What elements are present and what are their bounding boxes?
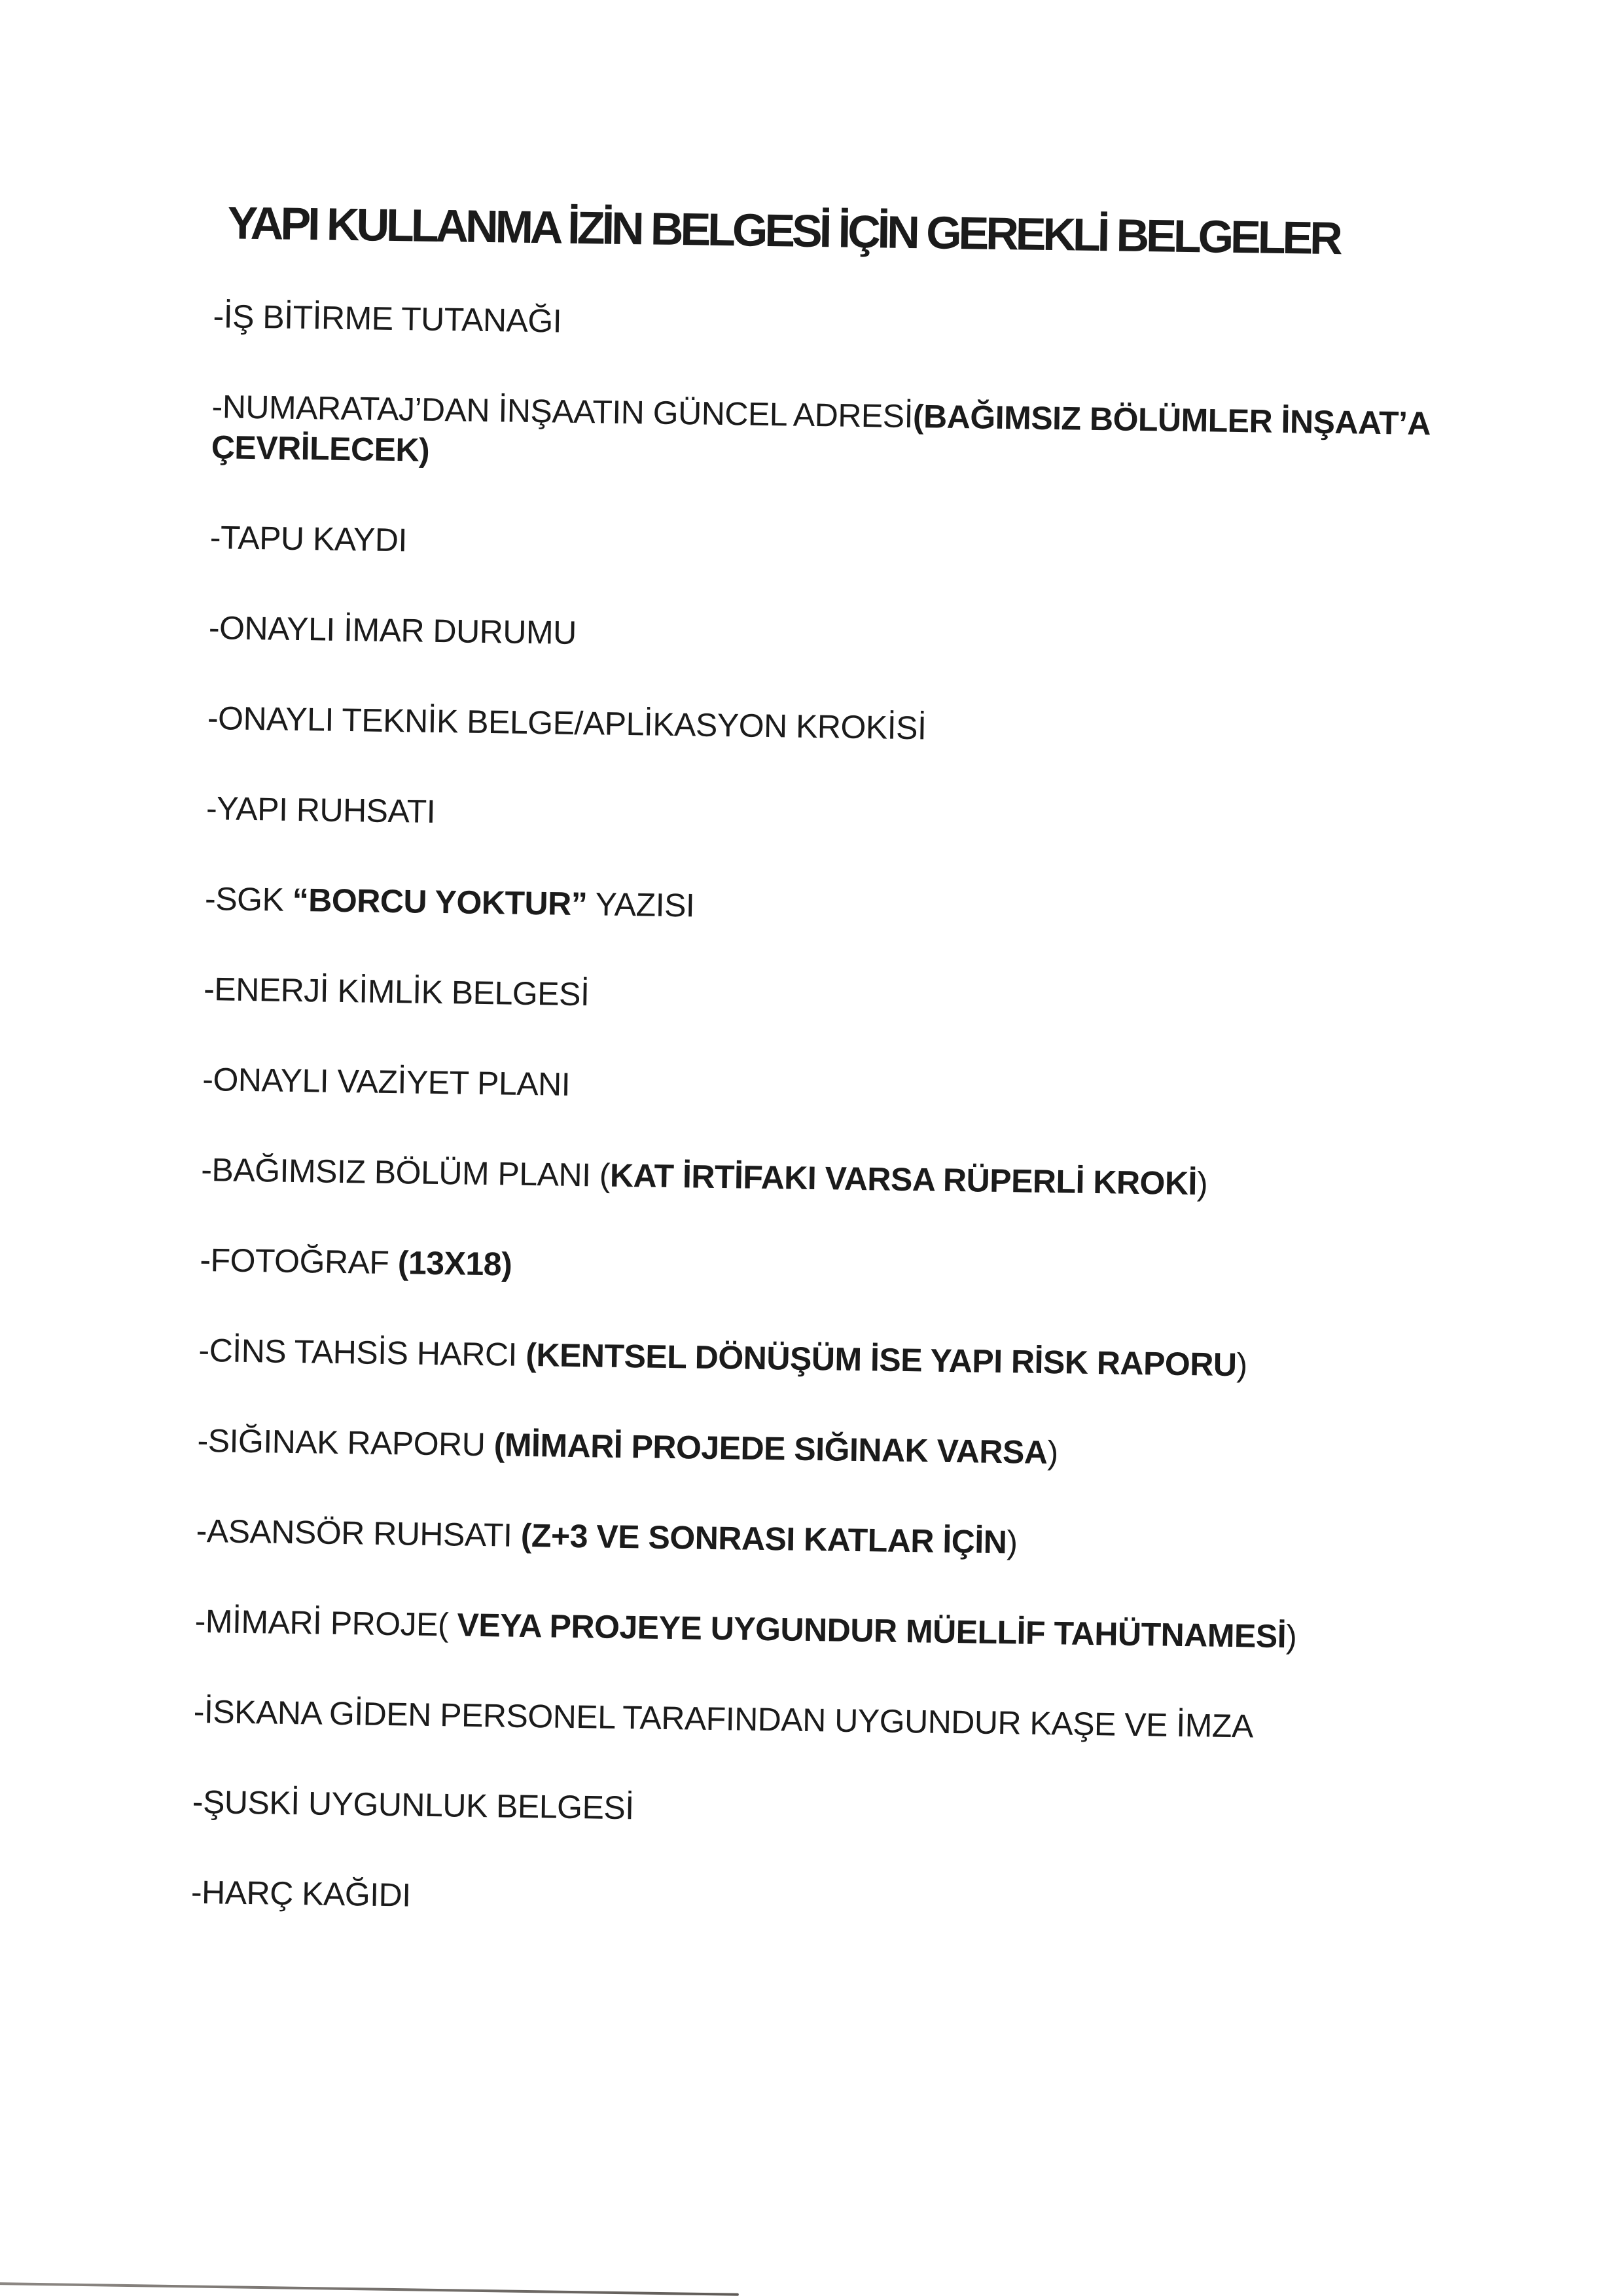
list-item <box>201 1149 1537 1208</box>
list-item <box>211 386 1547 486</box>
list-item <box>204 969 1539 1028</box>
item-text-bold: KAT İRTİFAKI VARSA RÜPERLİ KROKİ <box>609 1157 1198 1202</box>
item-text: -NUMARATAJ’DAN İNŞAATIN GÜNCEL ADRESİ <box>211 388 914 435</box>
item-text: -İSKANA GİDEN PERSONEL TARAFINDAN UYGUNDUR KAŞE VE İMZA <box>193 1693 1254 1745</box>
item-text: ) <box>1285 1618 1297 1655</box>
item-text: -ŞUSKİ UYGUNLUK BELGESİ <box>192 1783 635 1827</box>
list-item <box>202 1059 1538 1118</box>
item-text-bold: (Z+3 VE SONRASI KATLAR İÇİN <box>520 1516 1007 1561</box>
item-text: YAZISI <box>586 886 695 924</box>
item-text: -İŞ BİTİRME TUTANAĞI <box>213 298 562 340</box>
scan-edge-artifact <box>0 2282 739 2296</box>
list-item <box>191 1872 1527 1931</box>
document-list <box>191 296 1548 1931</box>
item-text: -ONAYLI TEKNİK BELGE/APLİKASYON KROKİSİ <box>207 700 927 747</box>
list-item <box>206 788 1542 847</box>
list-item <box>209 607 1544 666</box>
list-item <box>205 878 1541 937</box>
item-text: -TAPU KAYDI <box>209 519 408 559</box>
item-text: ) <box>1236 1346 1248 1384</box>
item-text-bold: “BORCU YOKTUR” <box>292 881 588 923</box>
item-text-bold: (BAĞIMSIZ BÖLÜMLER İNŞAAT’A <box>912 398 1431 442</box>
list-item <box>198 1330 1534 1389</box>
list-item <box>193 1691 1529 1750</box>
item-text: -YAPI RUHSATI <box>205 790 436 830</box>
item-text-bold: (KENTSEL DÖNÜŞÜM İSE YAPI RİSK RAPORU <box>525 1336 1237 1384</box>
item-text: -HARÇ KAĞIDI <box>190 1873 412 1914</box>
list-item <box>194 1601 1530 1660</box>
list-item <box>192 1782 1527 1840</box>
list-item <box>196 1511 1531 1570</box>
item-text: -ENERJİ KİMLİK BELGESİ <box>203 971 590 1013</box>
item-text: -CİNS TAHSİS HARCI <box>198 1331 526 1373</box>
item-text-bold: (13X18) <box>397 1244 512 1283</box>
item-text: -ONAYLI İMAR DURUMU <box>208 609 577 651</box>
item-text: -BAĞIMSIZ BÖLÜM PLANI ( <box>200 1151 611 1194</box>
item-text-bold: ÇEVRİLECEK) <box>211 429 430 469</box>
list-item <box>197 1420 1533 1479</box>
list-item <box>209 517 1545 576</box>
document-title: YAPI KULLANMA İZİN BELGESİ İÇİN GEREKLİ BELGELER <box>227 197 1340 264</box>
list-item <box>207 698 1543 757</box>
item-text-bold: VEYA PROJEYE UYGUNDUR MÜELLİF TAHÜTNAMESİ <box>457 1606 1287 1655</box>
document-content <box>190 196 1549 1981</box>
item-text: ) <box>1196 1165 1208 1202</box>
item-text: -FOTOĞRAF <box>200 1241 399 1282</box>
list-item <box>200 1240 1535 1299</box>
item-text: ) <box>1047 1434 1058 1471</box>
item-text: -MİMARİ PROJE( <box>194 1602 457 1643</box>
list-item <box>213 296 1548 355</box>
item-text-bold: (MİMARİ PROJEDE SIĞINAK VARSA <box>493 1426 1048 1471</box>
item-text: -SGK <box>204 880 293 918</box>
item-text: ) <box>1006 1524 1018 1561</box>
item-text: -ONAYLI VAZİYET PLANI <box>202 1060 571 1103</box>
item-text: -ASANSÖR RUHSATI <box>196 1512 522 1554</box>
item-text: -SIĞINAK RAPORU <box>197 1422 495 1463</box>
